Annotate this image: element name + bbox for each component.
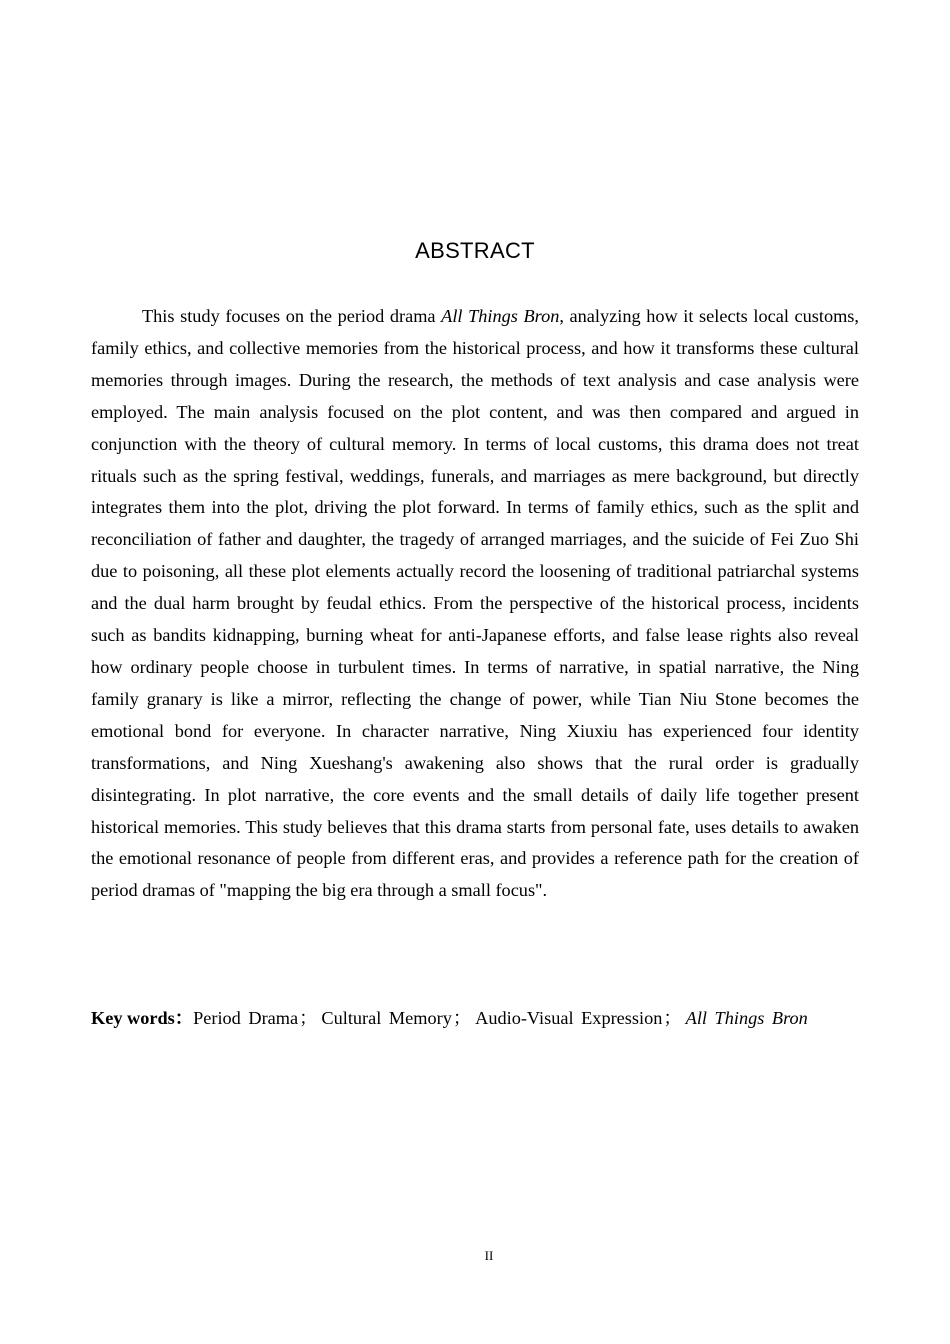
- drama-title: All Things Bron: [441, 306, 560, 326]
- abstract-text-part1: This study focuses on the period drama: [142, 306, 442, 326]
- abstract-text-part2: , analyzing how it selects local customs, family ethics, and collective memories from the historical process, and how it transforms these cultural memories through images. During the research, the methods of text analysis and case analysis were employed. The main analysis focused on the plot content, and was then compared and argued in conjunction with the theory of cultural memory. In terms of local customs, this drama does not treat rituals such as the spring festival, weddings, funerals, and marriages as mere background, but directly integrates them into the plot, driving the plot forward. In terms of family ethics, such as the split and reconciliation of father and daughter, the tragedy of arranged marriages, and the suicide of Fei Zuo Shi due to poisoning, all these plot elements actually record the loosening of traditional patriarchal systems and the dual harm brought by feudal ethics. From the perspective of the historical process, incidents such as bandits kidnapping, burning wheat for anti-Japanese efforts, and false lease rights also reveal how ordinary people choose in turbulent times. In terms of narrative, in spatial narrative, the Ning family granary is like a mirror, reflecting the change of power, while Tian Niu Stone becomes the emotional bond for everyone. In character narrative, Ning Xiuxiu has experienced four identity transformations, and Ning Xueshang's awakening also shows that the rural order is gradually disintegrating. In plot narrative, the core events and the small details of daily life together present historical memories. This study believes that this drama starts from personal fate, uses details to awaken the emotional resonance of people from different eras, and provides a reference path for the creation of period dramas of "mapping the big era through a small focus".: [91, 306, 859, 901]
- page-number: II: [484, 1248, 494, 1263]
- keyword-item: Audio-Visual Expression: [475, 1008, 663, 1028]
- abstract-heading: ABSTRACT: [415, 238, 535, 263]
- keyword-item: Period Drama: [193, 1008, 299, 1028]
- keywords-label: Key words：: [91, 1008, 194, 1028]
- keyword-item: Cultural Memory: [321, 1008, 452, 1028]
- keyword-item-italic: All Things Bron: [685, 1008, 808, 1028]
- keyword-separator: ；: [299, 1008, 318, 1028]
- keywords-line: [91, 1003, 859, 1035]
- keyword-separator: ；: [452, 1008, 472, 1028]
- abstract-body: [91, 301, 859, 907]
- keyword-separator: ；: [663, 1008, 682, 1028]
